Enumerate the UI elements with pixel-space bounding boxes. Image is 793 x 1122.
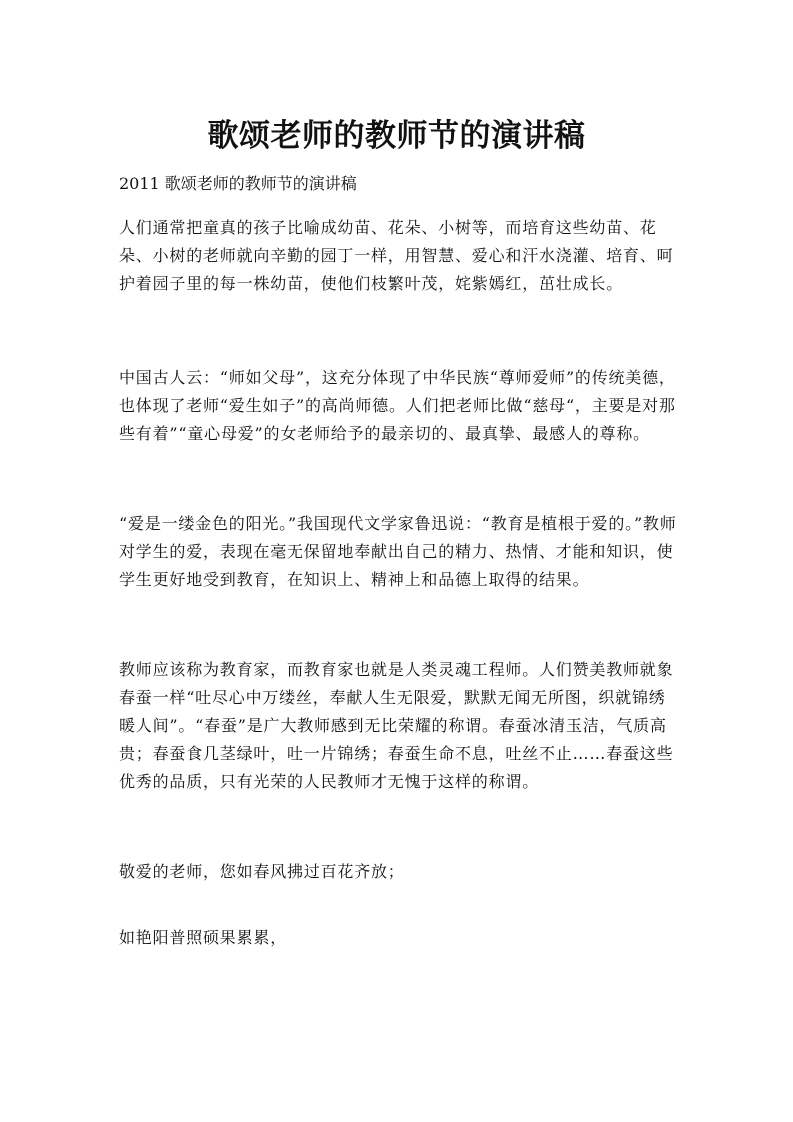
paragraph-ancient-saying: 中国古人云：“师如父母”，这充分体现了中华民族“尊师爱师”的传统美德，也体现了老师“爱生如子”的高尚师德。人们把老师比做“慈母“，主要是对那些有着”“童心母爱”的女老师给予的最亲切的、最真挚、最感人的尊称。 [119, 368, 676, 443]
paragraph-seedlings: 人们通常把童真的孩子比喻成幼苗、花朵、小树等，而培育这些幼苗、花朵、小树的老师就向辛勤的园丁一样，用智慧、爱心和汗水浇灌、培育、呵护着园子里的每一株幼苗，使他们枝繁叶茂，姹紫嫣红，茁壮成长。 [119, 218, 674, 293]
document-title: 歌颂老师的教师节的演讲稿 [207, 117, 586, 154]
paragraph-silkworm: 教师应该称为教育家，而教育家也就是人类灵魂工程师。人们赞美教师就象春蚕一样“吐尽心中万缕丝，奉献人生无限爱，默默无闻无所图，织就锦绣暖人间”。“春蚕”是广大教师感到无比荣耀的称谓。春蚕冰清玉洁，气质高贵；春蚕食几茎绿叶，吐一片锦绣；春蚕生命不息，吐丝不止……春蚕这些优秀的品质，只有光荣的人民教师才无愧于这样的称谓。 [119, 660, 674, 791]
document-subtitle: 2011 歌颂老师的教师节的演讲稿 [119, 174, 357, 193]
paragraph-spring-breeze: 敬爱的老师，您如春风拂过百花齐放； [119, 862, 405, 881]
paragraph-love-sunlight: “爱是一缕金色的阳光。”我国现代文学家鲁迅说：“教育是植根于爱的。”教师对学生的爱，表现在毫无保留地奉献出自己的精力、热情、才能和知识，使学生更好地受到教育，在知识上、精神上和品德上取得的结果。 [119, 514, 677, 589]
paragraph-sunshine: 如艳阳普照硕果累累， [119, 928, 288, 947]
